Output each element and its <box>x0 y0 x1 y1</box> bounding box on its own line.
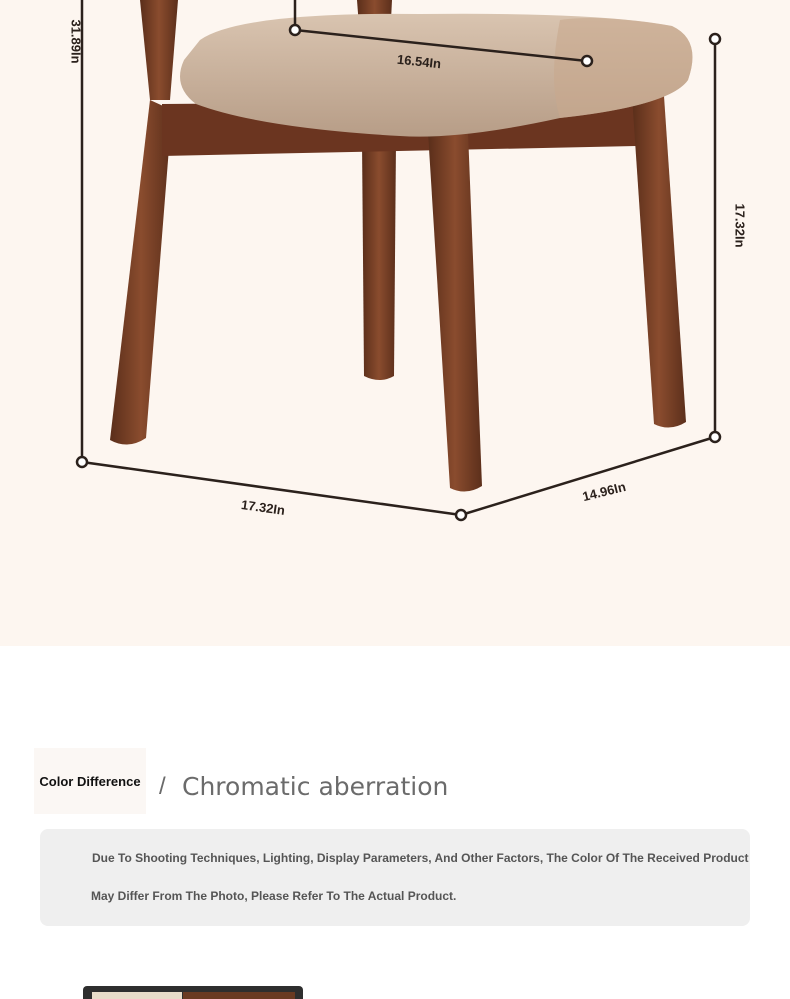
color-difference-header <box>30 748 790 818</box>
chair-back-post-left <box>140 0 178 100</box>
disclaimer-line-2: May Differ From The Photo, Please Refer To The Actual Product. <box>91 889 457 903</box>
dimension-label-seat-width: 16.54In <box>396 51 442 72</box>
dimension-node <box>710 432 720 442</box>
dimension-node <box>456 510 466 520</box>
color-difference-label: Color Difference <box>34 748 146 814</box>
dimension-label-base-width: 17.32In <box>240 497 286 518</box>
product-thumbnail <box>83 986 303 999</box>
disclaimer-line-1: Due To Shooting Techniques, Lighting, Display Parameters, And Other Factors, The Color Of The Received Product <box>92 851 749 865</box>
dimension-label-height-total: 31.89In <box>68 19 84 64</box>
color-disclaimer-box <box>40 829 750 926</box>
dimension-label-seat-height: 17.32In <box>732 203 748 248</box>
chair-leg-front-right <box>428 132 482 492</box>
chair-rear-leg <box>362 140 396 380</box>
dimension-label-base-depth: 14.96In <box>580 478 628 505</box>
dimension-node <box>710 34 720 44</box>
chair-leg-back-right <box>632 96 686 428</box>
dimension-node <box>77 457 87 467</box>
dimension-node <box>582 56 592 66</box>
dimension-node <box>290 25 300 35</box>
section-title: Chromatic aberration <box>182 772 449 801</box>
header-separator: / <box>159 773 166 800</box>
